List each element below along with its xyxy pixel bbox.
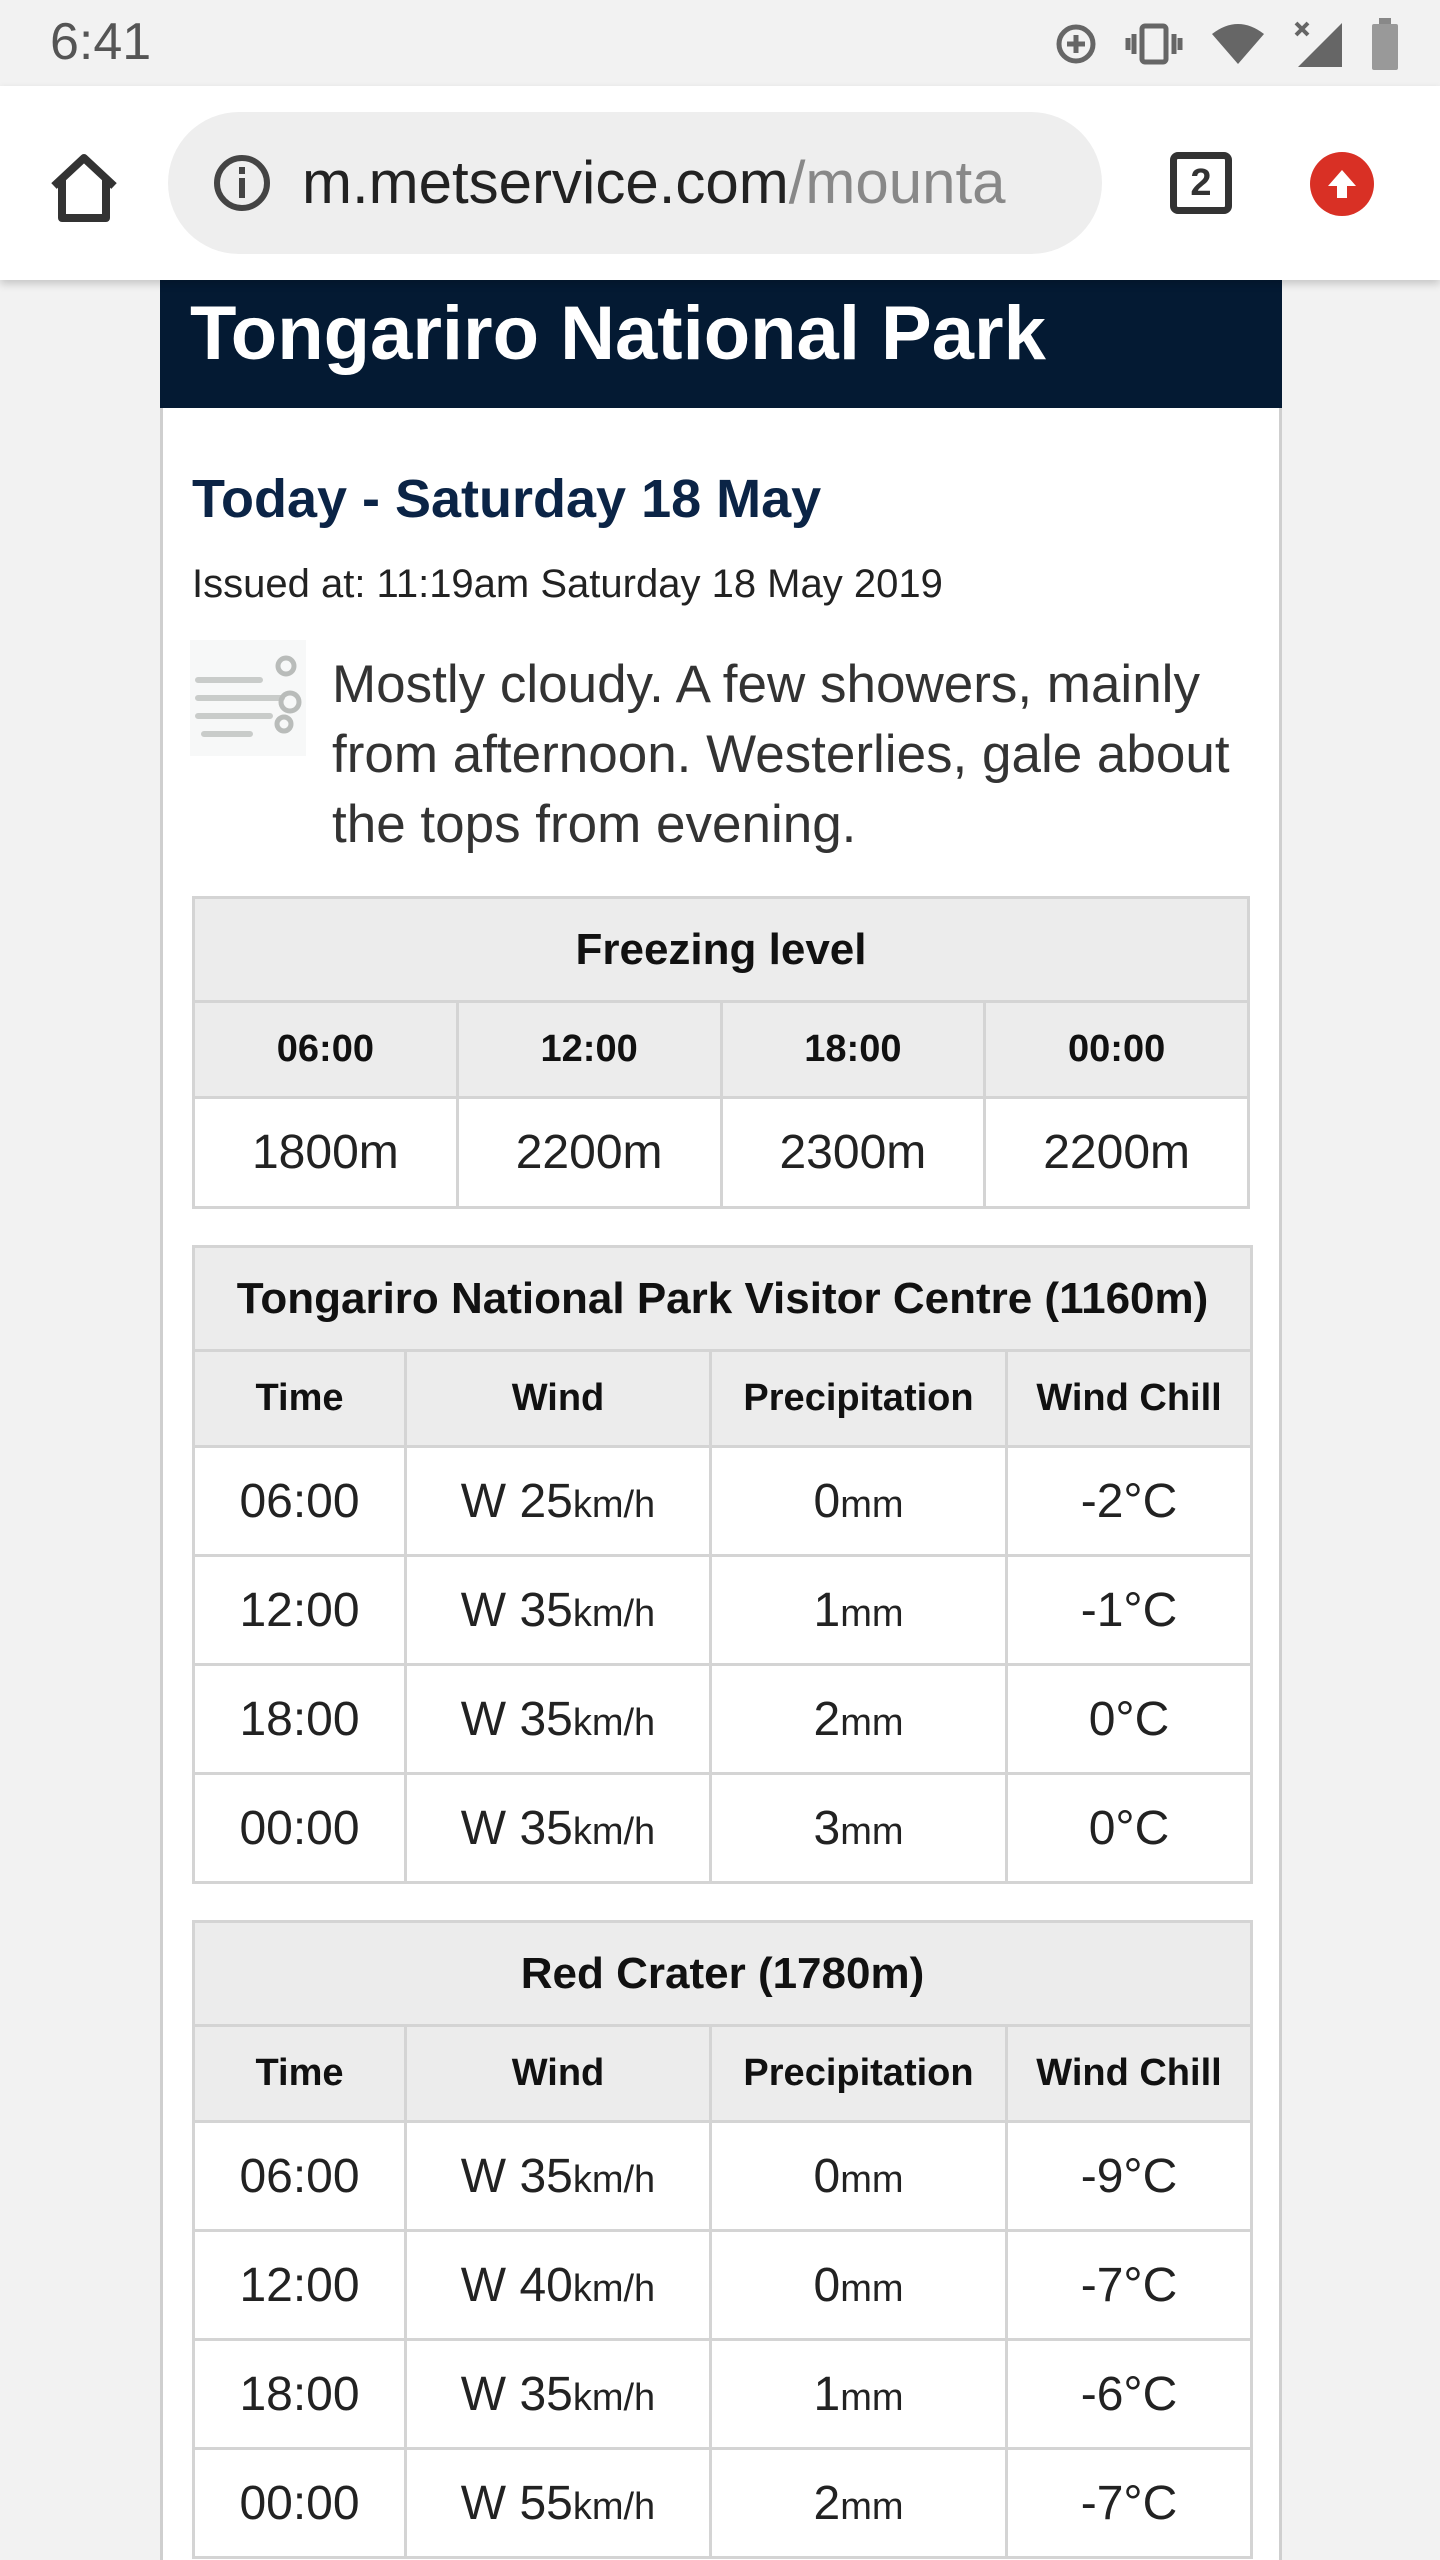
table-row [194,2340,1252,2449]
status-icons [1054,14,1400,74]
freezing-level-value: 2200m [457,1098,721,1208]
chill-cell: 0°C [1007,1665,1252,1774]
chill-cell: -7°C [1007,2231,1252,2340]
precip-value: 0 [813,1474,841,1528]
precip-cell [711,1556,1007,1665]
time-cell: 12:00 [194,2231,406,2340]
table-row [194,2122,1252,2231]
url-path: /mounta [788,149,1006,216]
precip-unit: mm [840,2158,904,2201]
time-cell: 18:00 [194,2340,406,2449]
column-header: Precipitation [711,1351,1007,1447]
time-cell: 00:00 [194,1774,406,1883]
page-title: Tongariro National Park [190,291,1046,376]
wind-cell [406,1665,711,1774]
column-header: Wind [406,1351,711,1447]
column-header: 06:00 [194,1002,458,1098]
table-row [194,2231,1252,2340]
precip-unit: mm [840,2267,904,2310]
precip-value: 1 [813,1583,841,1637]
time-cell: 00:00 [194,2449,406,2558]
wind-value: W 40 [460,2258,573,2312]
precip-unit: mm [840,2376,904,2419]
precip-value: 2 [813,2476,841,2530]
precip-cell [711,1447,1007,1556]
wind-unit: km/h [572,1701,656,1744]
freezing-level-value: 2300m [721,1098,985,1208]
status-time: 6:41 [50,13,152,71]
table-row [194,1665,1252,1774]
precip-value: 3 [813,1801,841,1855]
chill-cell: -2°C [1007,1447,1252,1556]
precip-value: 0 [813,2149,841,2203]
table-row [194,1774,1252,1883]
location-table-red-crater [192,1920,1253,2559]
table-title: Red Crater (1780m) [194,1922,1252,2026]
wind-value: W 25 [460,1474,573,1528]
precip-cell [711,2122,1007,2231]
battery-icon [1370,18,1400,70]
freezing-level-value: 1800m [194,1098,458,1208]
precip-unit: mm [840,1592,904,1635]
wind-value: W 35 [460,2149,573,2203]
column-header: Wind [406,2026,711,2122]
issued-time: Issued at: 11:19am Saturday 18 May 2019 [192,562,943,606]
wind-unit: km/h [572,2267,656,2310]
tab-switcher-button[interactable]: 2 [1170,152,1232,214]
time-cell: 12:00 [194,1556,406,1665]
column-header: 18:00 [721,1002,985,1098]
precip-unit: mm [840,1483,904,1526]
table-row [194,1098,1249,1208]
status-bar [0,0,1440,86]
column-header: Precipitation [711,2026,1007,2122]
wind-cell [406,2340,711,2449]
wifi-icon [1210,22,1266,66]
day-heading: Today - Saturday 18 May [192,469,822,529]
time-cell: 18:00 [194,1665,406,1774]
home-button[interactable] [44,148,124,228]
wind-cell [406,1447,711,1556]
wind-unit: km/h [572,2485,656,2528]
wind-unit: km/h [572,2376,656,2419]
wind-cell [406,2449,711,2558]
home-icon [44,148,124,228]
update-button[interactable] [1310,152,1374,216]
column-header: Wind Chill [1007,1351,1252,1447]
table-title: Freezing level [194,898,1249,1002]
chill-cell: 0°C [1007,1774,1252,1883]
precip-value: 2 [813,1692,841,1746]
precip-unit: mm [840,2485,904,2528]
vibrate-icon [1124,22,1184,66]
chill-cell: -9°C [1007,2122,1252,2231]
wind-cell [406,2231,711,2340]
precip-value: 1 [813,2367,841,2421]
freezing-level-table [192,896,1250,1209]
data-saver-icon [1054,22,1098,66]
wind-cell [406,2122,711,2231]
url-text[interactable] [302,148,1062,217]
time-cell: 06:00 [194,2122,406,2231]
wind-unit: km/h [572,1592,656,1635]
column-header: Time [194,2026,406,2122]
windy-cloud-icon [190,640,306,756]
precip-unit: mm [840,1701,904,1744]
precip-cell [711,2340,1007,2449]
wind-value: W 55 [460,2476,573,2530]
forecast-text: Mostly cloudy. A few showers, mainly from afternoon. Westerlies, gale about the tops from evening. [332,655,1230,854]
wind-unit: km/h [572,2158,656,2201]
wind-unit: km/h [572,1810,656,1853]
browser-toolbar [0,86,1440,280]
park-header [160,280,1282,408]
url-bar[interactable] [168,112,1102,254]
update-icon [1322,164,1362,204]
wind-value: W 35 [460,1801,573,1855]
wind-cell [406,1556,711,1665]
column-header: 00:00 [985,1002,1249,1098]
column-header: 12:00 [457,1002,721,1098]
column-header: Time [194,1351,406,1447]
column-header: Wind Chill [1007,2026,1252,2122]
wind-value: W 35 [460,1692,573,1746]
precip-cell [711,2231,1007,2340]
precip-value: 0 [813,2258,841,2312]
precip-cell [711,1665,1007,1774]
precip-unit: mm [840,1810,904,1853]
table-title: Tongariro National Park Visitor Centre (1160m) [194,1247,1252,1351]
chill-cell: -1°C [1007,1556,1252,1665]
chill-cell: -7°C [1007,2449,1252,2558]
location-table-visitor-centre [192,1245,1253,1884]
chill-cell: -6°C [1007,2340,1252,2449]
precip-cell [711,1774,1007,1883]
time-cell: 06:00 [194,1447,406,1556]
table-row [194,2449,1252,2558]
wind-value: W 35 [460,1583,573,1637]
table-row [194,1556,1252,1665]
url-host: m.metservice.com [302,149,789,216]
table-row [194,1447,1252,1556]
info-icon[interactable] [212,153,272,213]
wind-unit: km/h [572,1483,656,1526]
wind-value: W 35 [460,2367,573,2421]
precip-cell [711,2449,1007,2558]
wind-cell [406,1774,711,1883]
freezing-level-value: 2200m [985,1098,1249,1208]
no-signal-icon [1292,19,1344,69]
